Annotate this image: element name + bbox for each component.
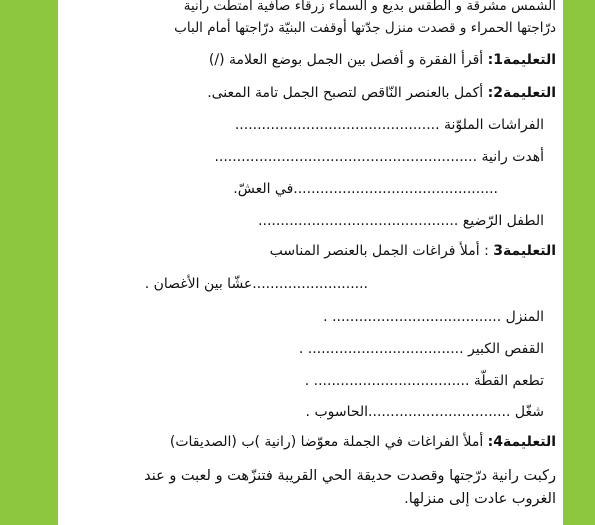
section2-item-2: أهدت رانية ........................................................... bbox=[214, 149, 544, 165]
worksheet-content bbox=[64, 0, 556, 525]
final-line-2: الغروب عادت إلى منزلها. bbox=[404, 491, 556, 507]
instruction-2-label: التعليمة2: bbox=[487, 85, 556, 101]
section2-item-4: الطفل الرّضيع ............................................. bbox=[258, 213, 544, 229]
instruction-1-text: أقرأ الفقرة و أفصل بين الجمل بوضع العلامة (/) bbox=[208, 52, 488, 68]
instruction-3-label: التعليمة3 bbox=[493, 243, 556, 259]
instruction-1 bbox=[209, 52, 556, 68]
instruction-3-text: : أملأ فراغات الجمل بالعنصر المناسب bbox=[269, 243, 494, 259]
section3-item-3: القفص الكبير ................................... . bbox=[298, 341, 544, 357]
section3-item-4: تطعم القطّة ................................... . bbox=[304, 373, 544, 389]
instruction-1-label: التعليمة1: bbox=[487, 52, 556, 68]
story-line-2: درّاجتها الحمراء و قصدت منزل جدّتها أوقفت البنيّة درّاجتها أمام الباب bbox=[174, 20, 556, 36]
section3-item-5: شغّل ................................الحاسوب . bbox=[305, 404, 544, 420]
instruction-4-text: أملأ الفراغات في الجملة معوّضا (رانية )ب (الصديقات) bbox=[169, 434, 488, 450]
instruction-2 bbox=[207, 85, 556, 101]
instruction-3 bbox=[270, 243, 556, 259]
left-green-border bbox=[0, 0, 58, 525]
section2-item-1: الفراشات الملوّنة .............................................. bbox=[234, 117, 544, 133]
story-line-1: الشمس مشرقة و الطقس بديع و السماء زرقاء صافية امتطت رانية bbox=[183, 0, 556, 14]
section3-item-1: ..........................عشّا بين الأغصان . bbox=[144, 276, 368, 292]
instruction-2-text: أكمل بالعنصر النّاقص لتصبح الجمل تامة المعنى. bbox=[207, 85, 488, 101]
section3-item-2: المنزل ...................................... . bbox=[323, 309, 544, 325]
right-green-border bbox=[563, 0, 595, 525]
final-line-1: ركبت رانية درّجتها وقصدت حديقة الحي القريبة فتنزّهت و لعبت و عند bbox=[144, 468, 556, 484]
instruction-4 bbox=[170, 434, 556, 450]
instruction-4-label: التعليمة4: bbox=[487, 434, 556, 450]
section2-item-3: ..............................................في العشّ. bbox=[233, 181, 498, 197]
